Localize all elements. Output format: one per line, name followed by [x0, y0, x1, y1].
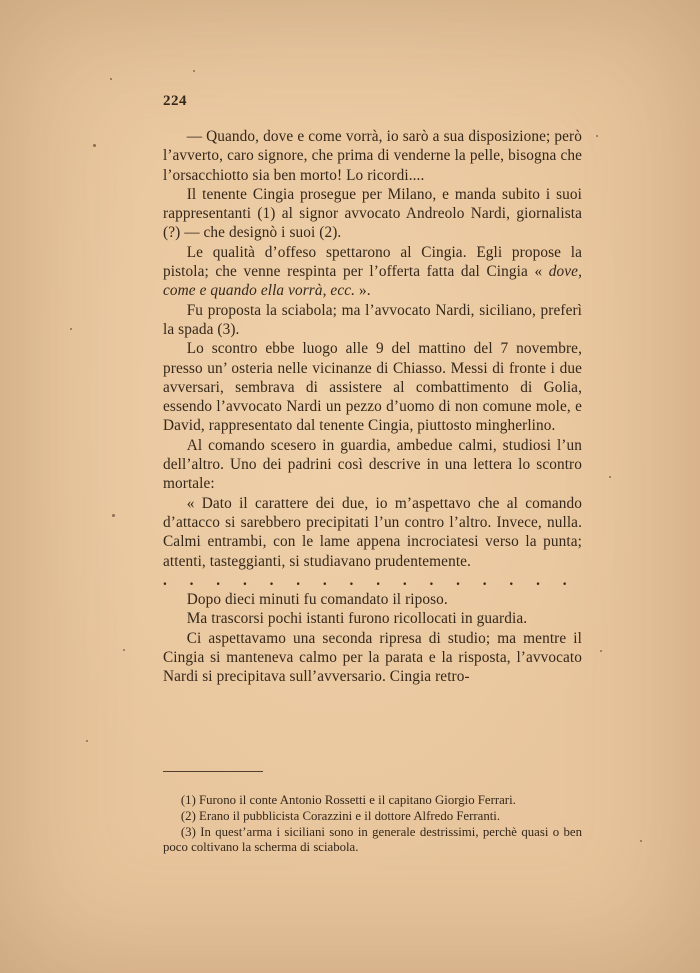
text-run: Al comando scesero in guardia, ambedue calmi, studiosi l’un dell’altro. Uno dei padrini così descrive in una lettera lo scontro mortale:	[163, 436, 582, 493]
scan-speck	[93, 144, 96, 147]
italic-quote: dove, come e quando ella vorrà, ecc.	[163, 263, 582, 300]
text-run: Dopo dieci minuti fu comandato il riposo.	[186, 591, 448, 609]
scan-speck	[600, 650, 602, 652]
scan-speck	[70, 328, 72, 330]
text-run: Ma trascorsi pochi istanti furono ricollocati in guardia.	[186, 610, 528, 628]
paragraph	[163, 185, 582, 243]
scan-speck	[112, 514, 115, 517]
footnote: (1) Furono il conte Antonio Rossetti e il capitano Giorgio Ferrari.	[180, 793, 516, 807]
page-number: 224	[163, 93, 187, 109]
paragraph	[163, 243, 582, 301]
scan-speck	[86, 740, 88, 742]
paragraph	[163, 494, 582, 571]
scan-speck	[596, 135, 598, 137]
text-run: Le qualità d’offeso spettarono al Cingia. Egli propose la pistola; che venne respinta per l’offerta fatta dal Cingia «	[163, 243, 582, 281]
ellipsis-row: . . . . . . . . . . . . . . . .	[163, 571, 568, 589]
footnote: (2) Erano il pubblicista Corazzini e il dottore Alfredo Ferranti.	[180, 808, 501, 823]
paragraph	[163, 127, 582, 185]
text-run: — Quando, dove e come vorrà, io sarò a sua disposizione; però l’avverto, caro signore, che prima di venderne la pelle, bisogna che l’orsacchiotto sia ben morto! Lo ricordi....	[163, 128, 582, 184]
paragraph	[163, 629, 582, 687]
text-run: Ci aspettavamo una seconda ripresa di studio; ma mentre il Cingia si manteneva calmo per la parata e la risposta, l’avvocato Nardi si precipitava sull’avversario. Cingia retro-	[163, 629, 582, 686]
text-run: ».	[355, 282, 371, 300]
paragraph	[163, 609, 582, 628]
text-run: Il tenente Cingia prosegue per Milano, e manda subito i suoi rappresentanti (1) al signor avvocato Andreolo Nardi, giornalista (?) — che designò i suoi (2).	[163, 185, 582, 242]
text-run: Fu proposta la sciabola; ma l’avvocato Nardi, siciliano, preferì la spada (3).	[163, 301, 582, 338]
paragraph	[163, 339, 582, 435]
scan-speck	[123, 649, 125, 651]
paragraph	[163, 436, 582, 494]
footnotes	[163, 793, 582, 856]
footnote-separator	[163, 771, 263, 772]
text-run: « Dato il carattere dei due, io m’aspettavo che al comando d’attacco si sarebbero precipitati l’un contro l’altro. Invece, nulla. Calmi entrambi, con le lame appena incrociatesi verso la punta; attenti, tasteggianti, si studiavano prudentemente.	[163, 494, 582, 570]
text-run: Lo scontro ebbe luogo alle 9 del mattino del 7 novembre, presso un’ osteria nelle vicinanze di Chiasso. Messi di fronte i due avversari, sembrava di assistere al combattimento di Golia, essendo l’avvocato Nardi un pezzo d’uomo di non comune mole, e David, rappresentato dal tenente Cingia, piuttosto mingherlino.	[163, 340, 582, 435]
footnote: (3) In quest’arma i siciliani sono in generale destrissimi, perchè quasi o ben poco coltivano la scherma di sciabola.	[163, 824, 582, 855]
scan-speck	[110, 78, 112, 80]
paragraph	[163, 590, 582, 609]
paragraph	[163, 301, 582, 340]
scan-speck	[609, 476, 611, 478]
body-text	[163, 127, 582, 687]
scan-speck	[193, 70, 195, 72]
scan-speck	[640, 840, 642, 842]
